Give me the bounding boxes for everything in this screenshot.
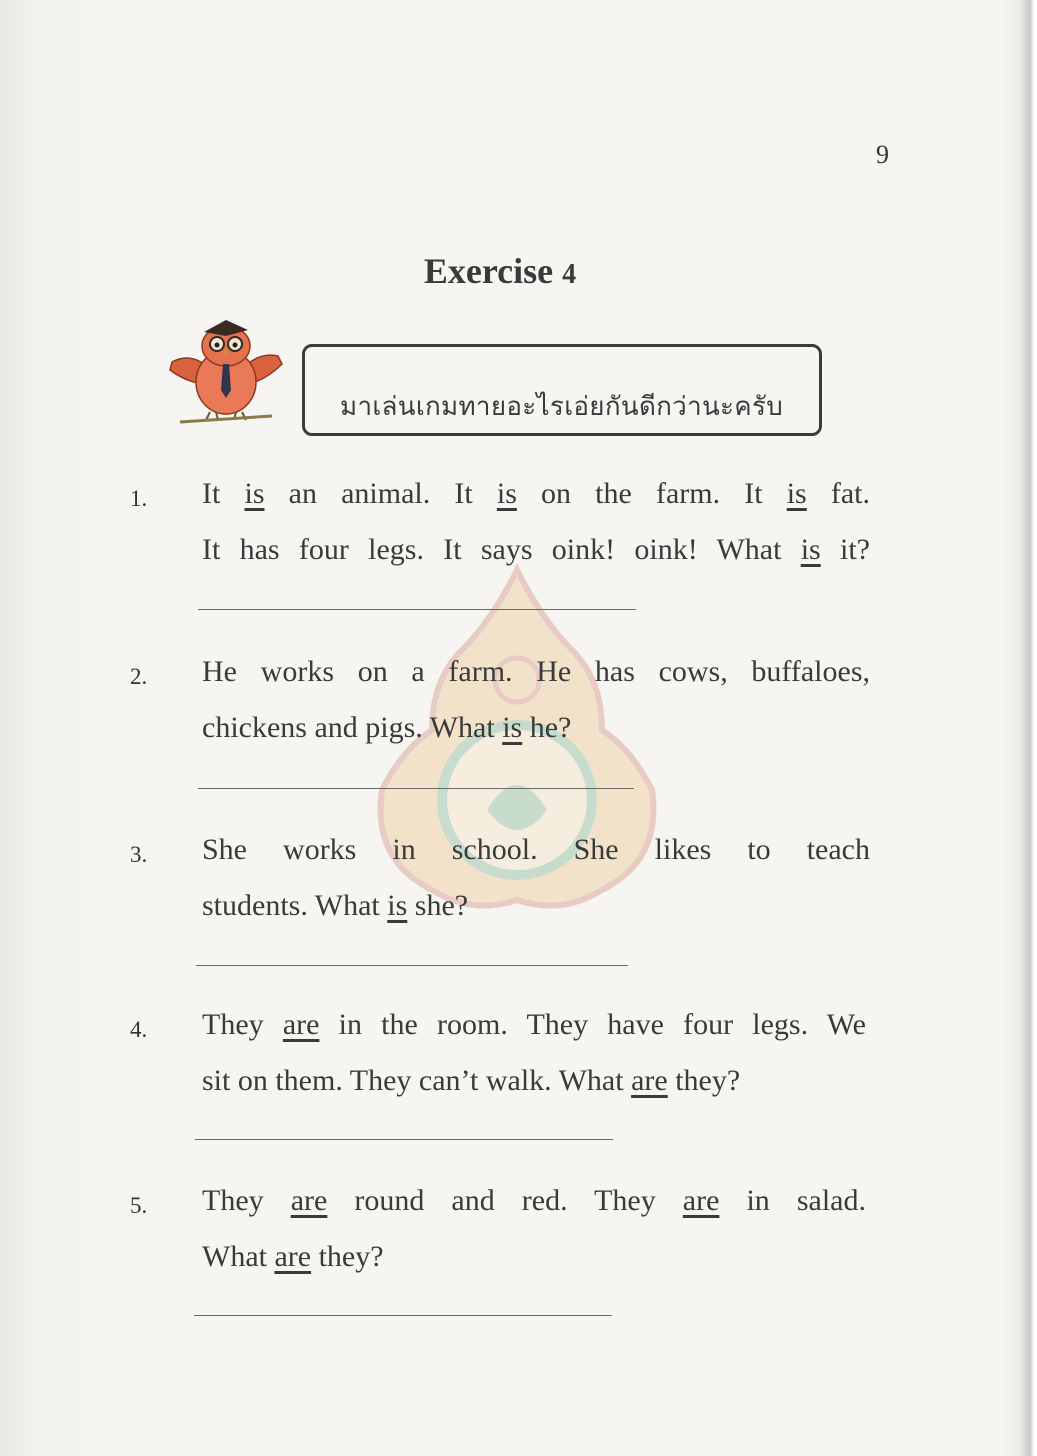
answer-line[interactable] <box>195 1139 613 1140</box>
exercise-title-number: 4 <box>562 259 577 290</box>
question-number: 4. <box>130 1017 148 1042</box>
question-text-line: What are they? <box>202 1240 384 1273</box>
answer-line[interactable] <box>198 609 636 610</box>
question-text-line: students. What is she? <box>202 889 469 922</box>
exercise-title-word: Exercise <box>423 251 554 291</box>
question-text-line: sit on them. They can’t walk. What are they? <box>202 1064 741 1097</box>
question-number: 3. <box>130 842 148 867</box>
question-text-line: She works in school. She likes to teach <box>202 833 870 866</box>
question-text-line: It has four legs. It says oink! oink! What is it? <box>202 533 870 566</box>
question-text-line: chickens and pigs. What is he? <box>202 711 572 744</box>
answer-line[interactable] <box>194 1315 612 1316</box>
question-number: 1. <box>130 486 148 511</box>
question-number: 5. <box>130 1193 148 1218</box>
answer-line[interactable] <box>198 788 634 789</box>
question-text-line: They are in the room. They have four legs. We <box>202 1008 866 1041</box>
question-number: 2. <box>130 664 148 689</box>
speech-bubble-text: มาเล่นเกมทายอะไรเอ่ยกันดีกว่านะครับ <box>340 392 784 422</box>
page-number: 9 <box>876 140 889 169</box>
question-text-line: They are round and red. They are in salad. <box>202 1184 866 1217</box>
question-text-line: It is an animal. It is on the farm. It is fat. <box>202 477 871 510</box>
answer-line[interactable] <box>196 965 628 966</box>
owl-icon <box>160 312 290 427</box>
question-text-line: He works on a farm. He has cows, buffaloes, <box>202 655 870 688</box>
exercise-title <box>0 250 1000 292</box>
